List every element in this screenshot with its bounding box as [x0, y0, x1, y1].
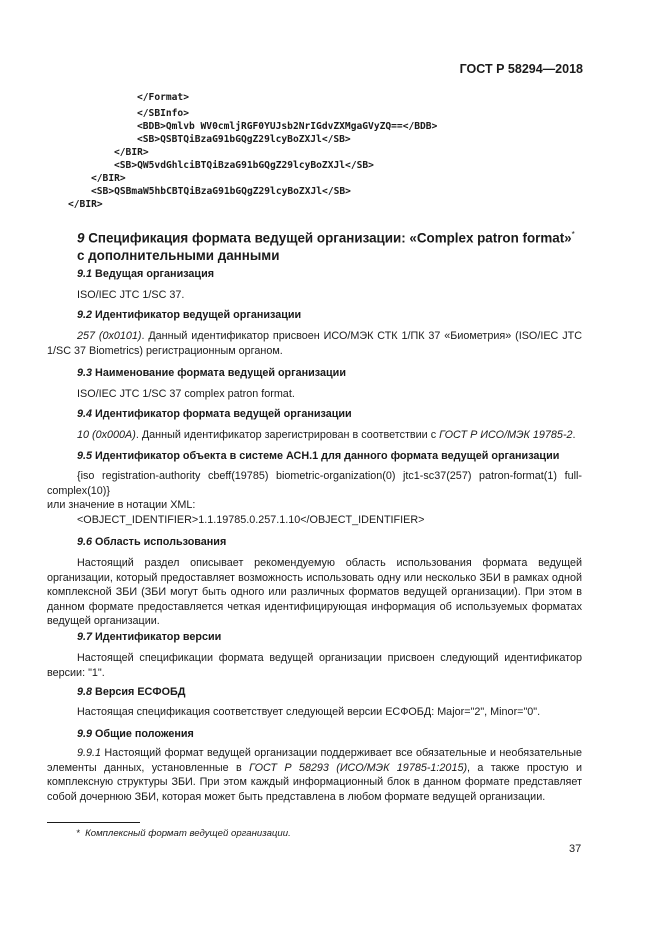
code-line: </BIR>: [68, 199, 103, 210]
code-line: </BIR>: [91, 173, 126, 184]
subsection-9-4-text: 10 (0x000A). Данный идентификатор зарегистрирован в соответствии с ГОСТ Р ИСО/МЭК 19785-2.: [77, 429, 576, 441]
subsection-9-7-heading: 9.7 Идентификатор версии: [77, 631, 222, 643]
object-identifier-xml: <OBJECT_IDENTIFIER>1.1.19785.0.257.1.10</OBJECT_IDENTIFIER>: [77, 513, 425, 526]
subsection-9-2-heading: 9.2 Идентификатор ведущей организации: [77, 309, 302, 321]
standard-reference: ГОСТ Р ИСО/МЭК 19785-2: [439, 429, 573, 441]
subsection-9-6-heading: 9.6 Область использования: [77, 536, 227, 548]
subsection-9-7-text: Настоящей спецификации формата ведущей организации присвоен следующий идентификатор версии: "1".: [47, 652, 582, 679]
subsection-9-9-1-text: 9.9.1 Настоящий формат ведущей организации поддерживает все обязательные и необязательные элементы данных, установленные в ГОСТ Р 58293 (ИСО/МЭК 19785-1:2015), а также простую и комплексную структуры ЗБИ. При этом каждый информационный блок в данном формате представляет собой дочернюю ЗБИ, которая может быть представлена в любом формате ведущей организации.: [47, 747, 582, 803]
section-9-heading: [77, 226, 587, 265]
section-number: 9: [77, 230, 85, 246]
subsection-9-5-text: {iso registration-authority cbeff(19785) biometric-organization(0) jtc1-sc37(257) patron-format(1) full-complex(10)}: [47, 470, 582, 497]
subsection-9-5-xml-note: или значение в нотации XML: <OBJECT_IDENTIFIER>1.1.19785.0.257.1.10</OBJECT_IDENTIFIER>: [47, 499, 425, 526]
subsection-9-4-heading: 9.4 Идентификатор формата ведущей организации: [77, 408, 352, 420]
subsection-9-2-text: 257 (0x0101). Данный идентификатор присвоен ИСО/МЭК СТК 1/ПК 37 «Биометрия» (ISO/IEC JTC 1/SC 37 Biometrics) регистрационным органом.: [47, 330, 582, 357]
page-number: 37: [569, 843, 582, 855]
section-title: Спецификация формата ведущей организации: «Complex patron format»: [88, 230, 572, 246]
code-line: <BDB>Qmlvb WV0cmljRGF0YUJsb2NrIGdvZXMgaGVyZQ==</BDB>: [137, 121, 438, 132]
footnote: * Комплексный формат ведущей организации.: [76, 828, 291, 839]
subsection-9-8-text: Настоящая спецификация соответствует следующей версии ЕСФОБД: Major="2", Minor="0".: [77, 706, 541, 718]
subsection-9-1-heading: 9.1 Ведущая организация: [77, 268, 215, 280]
code-line: <SB>QW5vdGhlciBTQiBzaG91bGQgZ29lcyBoZXJl</SB>: [114, 160, 374, 171]
subsection-9-1-text: ISO/IEC JTC 1/SC 37.: [77, 289, 185, 301]
subsection-9-5-heading: 9.5 Идентификатор объекта в системе АСН.1 для данного формата ведущей организации: [77, 450, 560, 462]
standard-header: ГОСТ Р 58294—2018: [459, 62, 583, 76]
code-line: <SB>QSBmaW5hbCBTQiBzaG91bGQgZ29lcyBoZXJl</SB>: [91, 186, 351, 197]
subsection-9-8-heading: 9.8 Версия ЕСФОБД: [77, 686, 186, 698]
code-line: <SB>QSBTQiBzaG91bGQgZ29lcyBoZXJl</SB>: [137, 134, 351, 145]
subsection-9-9-heading: 9.9 Общие положения: [77, 728, 194, 740]
footnote-separator: [47, 822, 140, 823]
subsection-9-3-text: ISO/IEC JTC 1/SC 37 complex patron format.: [77, 388, 295, 400]
standard-reference: ГОСТ Р 58293 (ИСО/МЭК 19785-1:2015): [249, 761, 468, 774]
subsection-9-6-text: Настоящий раздел описывает рекомендуемую область использования формата ведущей организации, который предоставляет возможность использовать одну или несколько ЗБИ в рамках одной комплексной ЗБИ (ЗБИ могут быть одного или различных форматов ведущей организации). При этом в данном формате предоставляется четкая идентифицирующая информация об используемых форматах ведущей организации.: [47, 557, 582, 628]
section-title-continued: с дополнительными данными: [77, 248, 280, 264]
code-line: </BIR>: [114, 147, 149, 158]
subsection-9-3-heading: 9.3 Наименование формата ведущей организации: [77, 367, 346, 379]
code-line: </Format>: [137, 92, 189, 103]
code-line: </SBInfo>: [137, 108, 189, 119]
footnote-marker: *: [571, 230, 575, 239]
